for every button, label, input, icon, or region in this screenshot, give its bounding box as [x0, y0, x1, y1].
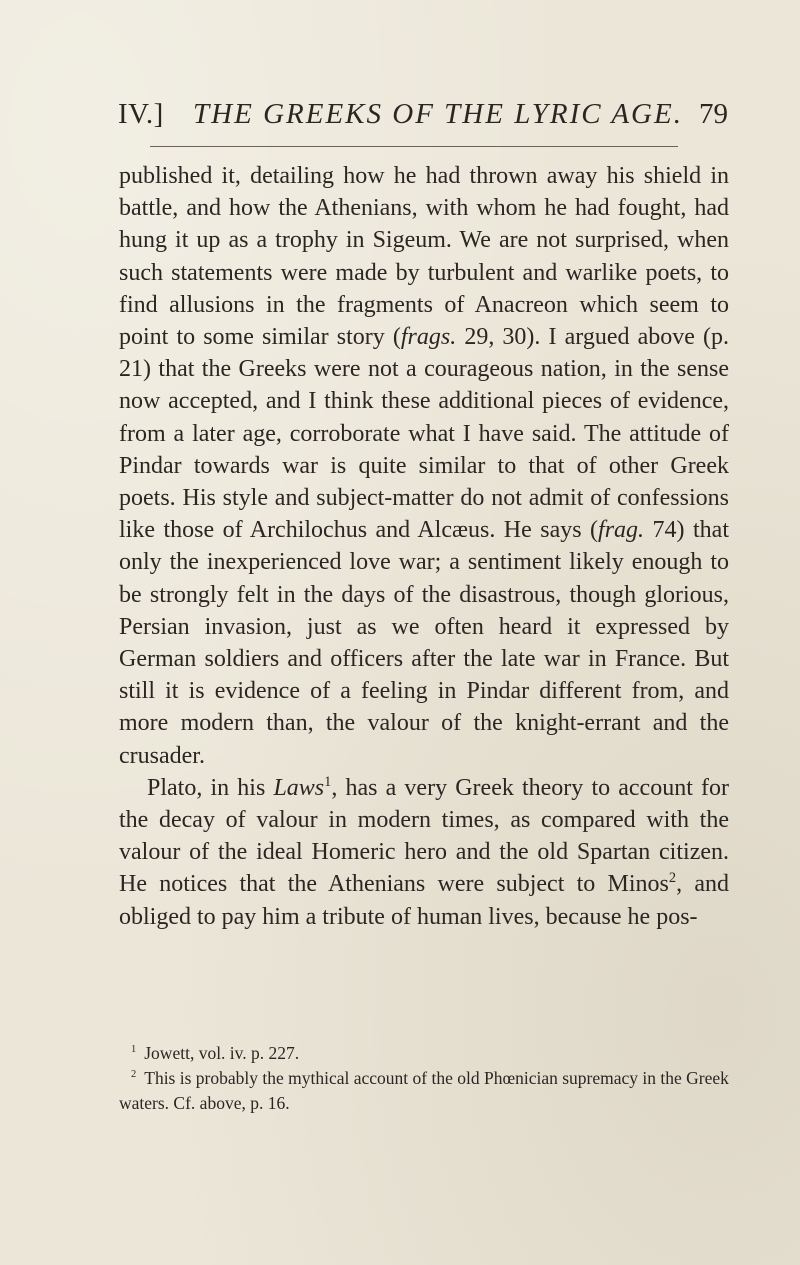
text-run: 74) that only the inexperienced love war; a sentiment likely enough to be strongly felt in the days of the disastrous, though glorious, Persian invasion, just as we often heard it expressed by German soldiers and officers after the late war in France. But still it is evidence of a feeling in Pindar different from, and more modern than, the valour of the knight-errant and the crusader. — [119, 517, 729, 769]
text-run: Plato, in his — [147, 774, 274, 801]
page-number: 79 — [699, 98, 728, 130]
chapter-number: IV.] — [118, 98, 164, 130]
footnote-marker: 2 — [131, 1069, 137, 1081]
italic-citation: frag. — [598, 517, 645, 544]
footnotes — [119, 1041, 729, 1116]
paragraph — [119, 772, 729, 933]
running-head — [118, 96, 728, 132]
footnote — [119, 1066, 729, 1116]
italic-citation: frags. — [400, 324, 457, 351]
text-run: , has a very Greek theory to account for the decay of valour in modern times, as compared with the valour of the ideal Homeric hero and the old Spartan citizen. He notices that the Athenians were subject to Minos — [119, 774, 730, 898]
body-text — [119, 160, 729, 933]
text-run: , and obliged to pay him a tribute of human lives, because he pos- — [119, 871, 729, 930]
header-rule — [150, 146, 678, 147]
footnote-reference[interactable]: 1 — [324, 773, 332, 790]
paragraph — [119, 160, 729, 772]
italic-title: Laws — [273, 774, 325, 801]
footnote-text: This is probably the mythical account of the old Phœnician supremacy in the Greek waters. Cf. above, p. 16. — [119, 1068, 729, 1113]
text-run: published it, detailing how he had thrown away his shield in battle, and how the Athenians, with whom he had fought, had hung it up as a trophy in Sigeum. We are not surprised, when such statements were made by turbulent and warlike poets, to find allusions in the fragments of Anacreon which seem to point to some similar story ( — [119, 163, 729, 351]
footnote-marker: 1 — [131, 1044, 137, 1056]
footnote-reference[interactable]: 2 — [668, 870, 677, 887]
footnote-text: Jowett, vol. iv. p. 227. — [144, 1043, 300, 1063]
text-run: 29, 30). I argued above (p. 21) that the Greeks were not a courageous nation, in the sense now accepted, and I think these additional pieces of evidence, from a later age, corroborate what I have said. The attitude of Pindar towards war is quite similar to that of other Greek poets. His style and subject-matter do not admit of confessions like those of Archilochus and Alcæus. He says ( — [119, 324, 730, 544]
footnote — [119, 1041, 729, 1066]
running-title: THE GREEKS OF THE LYRIC AGE. — [193, 98, 683, 130]
